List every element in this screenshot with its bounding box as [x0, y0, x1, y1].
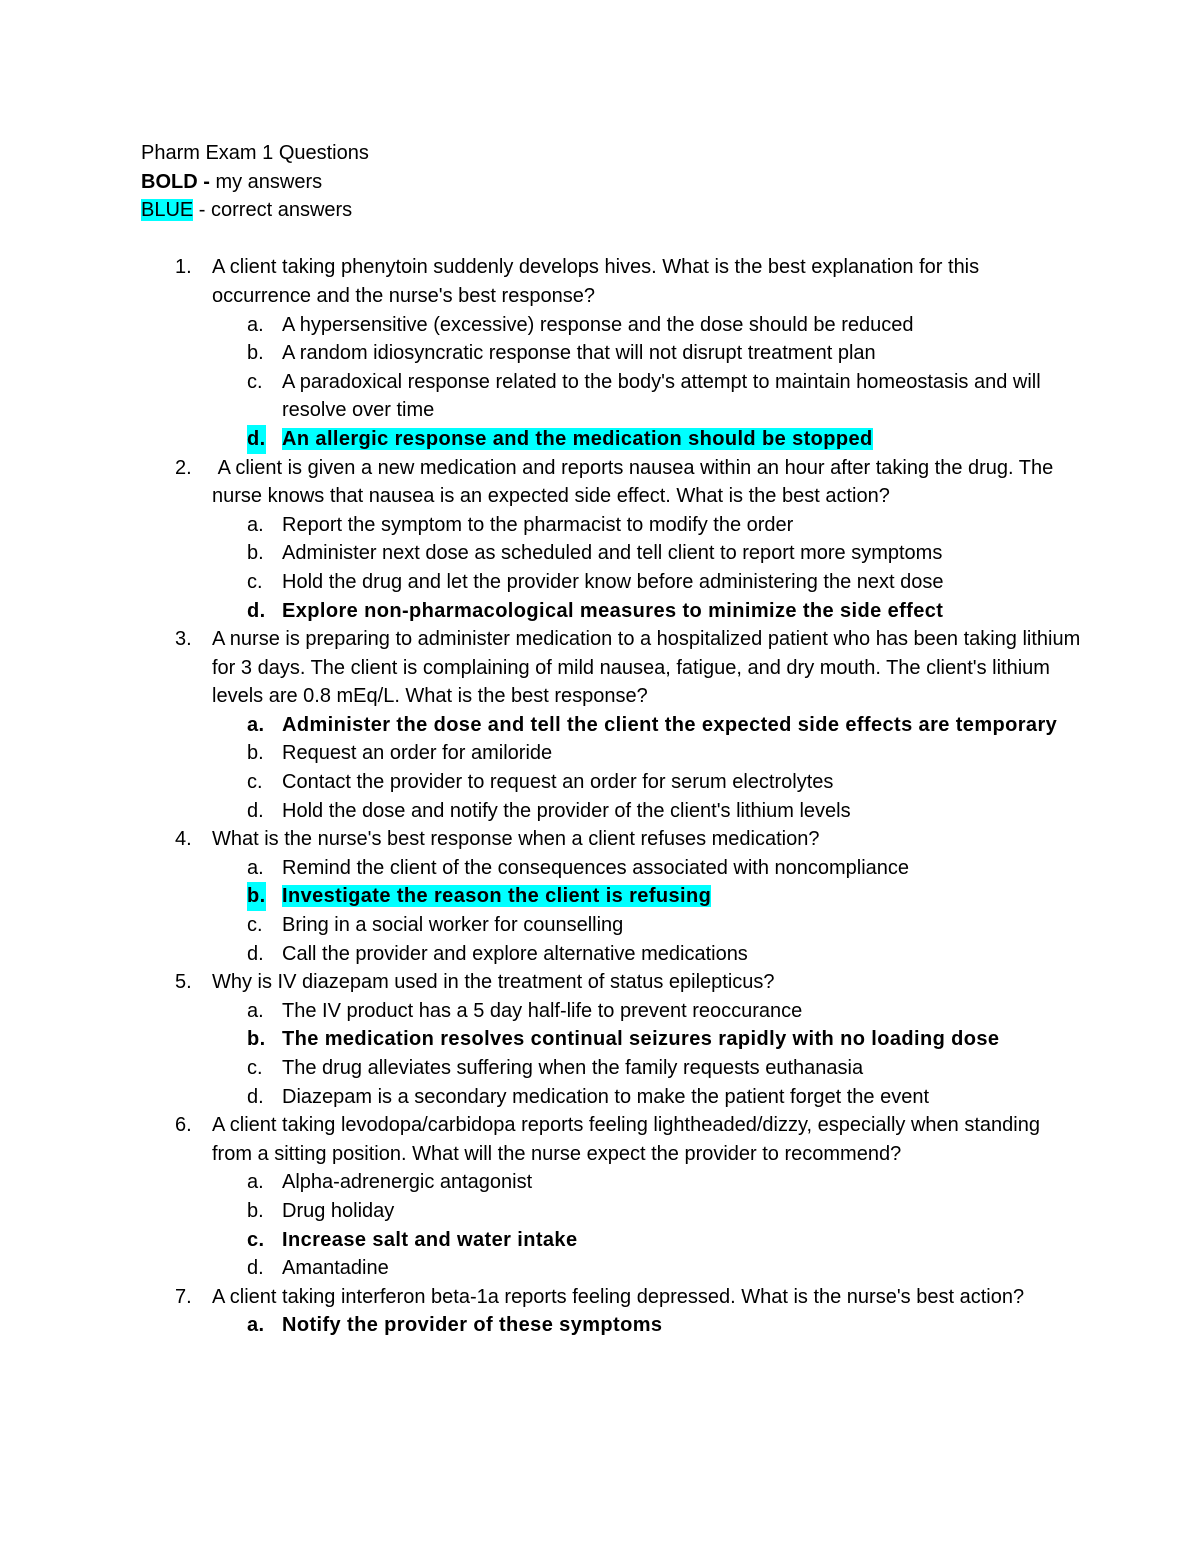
- answer-option: [141, 1083, 1081, 1112]
- option-text: The IV product has a 5 day half-life to prevent reoccurance: [282, 999, 803, 1022]
- question-text: A client is given a new medication and reports nausea within an hour after taking the drug. The nurse knows that nausea is an expected side effect. What is the best action?: [212, 456, 1059, 508]
- option-letter: a.: [247, 999, 264, 1022]
- option-letter: d.: [247, 942, 264, 965]
- option-letter: b.: [247, 1028, 266, 1051]
- answer-option: [141, 911, 1081, 940]
- legend-blue-key: BLUE: [141, 199, 194, 222]
- question-text: A client taking interferon beta-1a reports feeling depressed. What is the nurse's best action?: [212, 1285, 1025, 1308]
- option-text: Remind the client of the consequences associated with noncompliance: [282, 856, 910, 879]
- option-letter: a.: [247, 856, 264, 879]
- option-letter: a.: [247, 713, 265, 736]
- answer-option: [141, 854, 1081, 883]
- option-text: A paradoxical response related to the body's attempt to maintain homeostasis and will resolve over time: [282, 370, 1041, 422]
- question-number: 5.: [175, 971, 192, 994]
- document-title: Pharm Exam 1 Questions: [141, 142, 369, 164]
- answer-option: [141, 940, 1081, 969]
- option-letter: c.: [247, 914, 263, 937]
- answer-option: [141, 1168, 1081, 1197]
- option-letter: d.: [247, 1085, 264, 1108]
- answer-option: [141, 797, 1081, 826]
- question-text: A client taking phenytoin suddenly develops hives. What is the best explanation for this occurrence and the nurse's best response?: [212, 256, 985, 307]
- question-text: Why is IV diazepam used in the treatment of status epilepticus?: [212, 971, 775, 994]
- legend-blue: [141, 196, 1081, 225]
- question-item: [141, 454, 1081, 511]
- option-text: Drug holiday: [282, 1199, 395, 1222]
- option-text: The drug alleviates suffering when the family requests euthanasia: [282, 1057, 864, 1079]
- option-text: Administer next dose as scheduled and tell client to report more symptoms: [282, 542, 943, 565]
- legend-bold: [141, 168, 1081, 197]
- question-item: [141, 625, 1086, 711]
- option-text: Diazepam is a secondary medication to make the patient forget the event: [282, 1085, 930, 1108]
- option-text: An allergic response and the medication should be stopped: [282, 427, 873, 450]
- option-text: Increase salt and water intake: [282, 1228, 578, 1251]
- option-letter: c.: [247, 1057, 263, 1079]
- option-text: Administer the dose and tell the client the expected side effects are temporary: [282, 713, 1058, 736]
- option-letter: d.: [247, 1257, 264, 1280]
- answer-option: [141, 1311, 1081, 1340]
- option-text: Alpha-adrenergic antagonist: [282, 1171, 533, 1194]
- option-letter: c.: [247, 370, 263, 393]
- option-letter: b.: [247, 742, 264, 765]
- answer-option: [141, 539, 1081, 568]
- answer-option: [141, 711, 1081, 740]
- option-text: Contact the provider to request an order for serum electrolytes: [282, 771, 834, 794]
- option-letter: d.: [247, 799, 264, 822]
- option-text: Investigate the reason the client is refusing: [282, 885, 712, 908]
- option-letter: b.: [247, 542, 264, 565]
- question-list: [141, 253, 1086, 1340]
- option-letter: b.: [247, 342, 264, 365]
- option-text: Hold the drug and let the provider know before administering the next dose: [282, 570, 944, 593]
- option-letter: a.: [247, 513, 264, 536]
- option-letter: d.: [247, 425, 266, 454]
- question-item: [141, 1111, 1081, 1168]
- question-number: 3.: [175, 628, 192, 651]
- answer-option: [141, 1254, 1081, 1283]
- answer-option: [141, 768, 1081, 797]
- question-item: [141, 968, 1081, 997]
- option-letter: a.: [247, 1171, 264, 1194]
- legend-bold-key: BOLD -: [141, 170, 210, 193]
- legend-blue-description: - correct answers: [193, 199, 353, 222]
- option-letter: a.: [247, 313, 264, 336]
- option-text: Report the symptom to the pharmacist to modify the order: [282, 513, 794, 536]
- answer-option: [141, 882, 1081, 911]
- option-letter: c.: [247, 1228, 265, 1251]
- answer-option: [141, 425, 1081, 454]
- legend-bold-description: my answers: [209, 170, 323, 193]
- answer-option: [141, 368, 1081, 425]
- question-number: 7.: [175, 1285, 192, 1308]
- document-body: [141, 139, 1086, 1340]
- option-letter: b.: [247, 1199, 264, 1222]
- answer-option: [141, 339, 1081, 368]
- question-text: A client taking levodopa/carbidopa reports feeling lightheaded/dizzy, especially when standing from a sitting position. What will the nurse expect the provider to recommend?: [212, 1114, 1046, 1165]
- option-letter: d.: [247, 599, 266, 622]
- option-letter: b.: [247, 882, 266, 911]
- option-text: Call the provider and explore alternative medications: [282, 942, 748, 965]
- option-text: Request an order for amiloride: [282, 742, 553, 765]
- option-text: Bring in a social worker for counselling: [282, 914, 624, 937]
- question-number: 1.: [175, 256, 192, 279]
- question-number: 4.: [175, 828, 192, 851]
- option-letter: c.: [247, 771, 263, 794]
- question-text: What is the nurse's best response when a client refuses medication?: [212, 828, 820, 851]
- question-number: 6.: [175, 1114, 192, 1137]
- answer-option: [141, 568, 1081, 597]
- option-text: The medication resolves continual seizures rapidly with no loading dose: [282, 1028, 1000, 1051]
- question-item: [141, 253, 1081, 310]
- answer-option: [141, 511, 1081, 540]
- answer-option: [141, 997, 1081, 1026]
- option-text: A hypersensitive (excessive) response and the dose should be reduced: [282, 313, 914, 336]
- answer-option: [141, 1226, 1081, 1255]
- option-letter: a.: [247, 1314, 265, 1337]
- answer-option: [141, 1025, 1081, 1054]
- answer-option: [141, 311, 1081, 340]
- option-text: Notify the provider of these symptoms: [282, 1314, 663, 1337]
- answer-option: [141, 1197, 1081, 1226]
- answer-option: [141, 1054, 1081, 1083]
- question-text: A nurse is preparing to administer medication to a hospitalized patient who has been taking lithium for 3 days. The client is complaining of mild nausea, fatigue, and dry mouth. The client's lithium levels are 0.8 mEq/L. What is the best response?: [212, 628, 1086, 708]
- question-item: [141, 825, 1081, 854]
- answer-option: [141, 739, 1081, 768]
- option-letter: c.: [247, 570, 263, 593]
- option-text: A random idiosyncratic response that will not disrupt treatment plan: [282, 342, 876, 365]
- option-text: Amantadine: [282, 1257, 389, 1280]
- blank-line: [141, 225, 1081, 254]
- question-item: [141, 1283, 1081, 1312]
- answer-option: [141, 597, 1081, 626]
- option-text: Explore non-pharmacological measures to minimize the side effect: [282, 599, 944, 622]
- question-number: 2.: [175, 456, 192, 479]
- option-text: Hold the dose and notify the provider of the client's lithium levels: [282, 799, 851, 822]
